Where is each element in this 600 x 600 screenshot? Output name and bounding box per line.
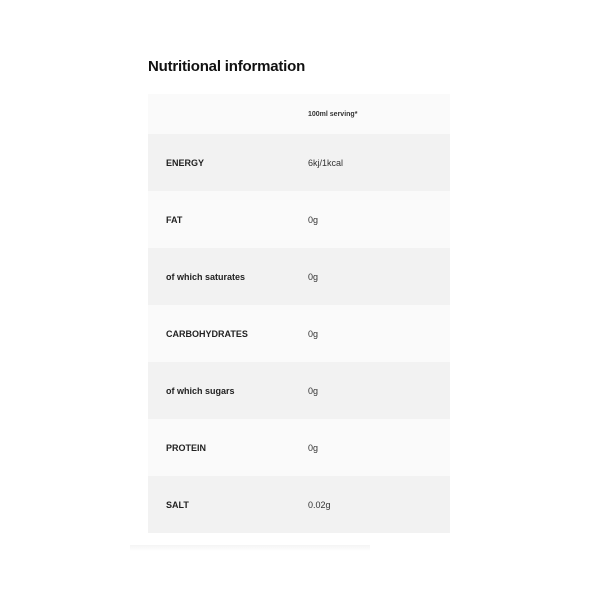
table-row-carbohydrates: [148, 305, 450, 362]
row-value: 0g: [308, 328, 319, 339]
row-value: 0g: [308, 385, 319, 396]
table-row-energy: [148, 134, 450, 191]
row-label: of which sugars: [166, 385, 235, 396]
row-value: 0.02g: [308, 499, 331, 510]
row-label: SALT: [166, 499, 189, 510]
nutrition-title: Nutritional information: [148, 58, 306, 75]
table-row-protein: [148, 419, 450, 476]
row-label: CARBOHYDRATES: [166, 328, 248, 339]
serving-header: 100ml serving*: [308, 110, 358, 118]
row-label: FAT: [166, 214, 183, 225]
nutrition-table: [148, 94, 450, 533]
row-label: of which saturates: [166, 271, 246, 282]
row-label: PROTEIN: [166, 442, 207, 453]
row-label: ENERGY: [166, 157, 205, 168]
row-value: 6kj/1kcal: [308, 157, 344, 168]
row-value: 0g: [308, 214, 319, 225]
table-row-salt: [148, 476, 450, 533]
table-row-saturates: [148, 248, 450, 305]
bottom-divider: [130, 545, 370, 551]
table-row-sugars: [148, 362, 450, 419]
table-row-fat: [148, 191, 450, 248]
table-header-row: [148, 94, 450, 134]
row-value: 0g: [308, 271, 319, 282]
row-value: 0g: [308, 442, 319, 453]
